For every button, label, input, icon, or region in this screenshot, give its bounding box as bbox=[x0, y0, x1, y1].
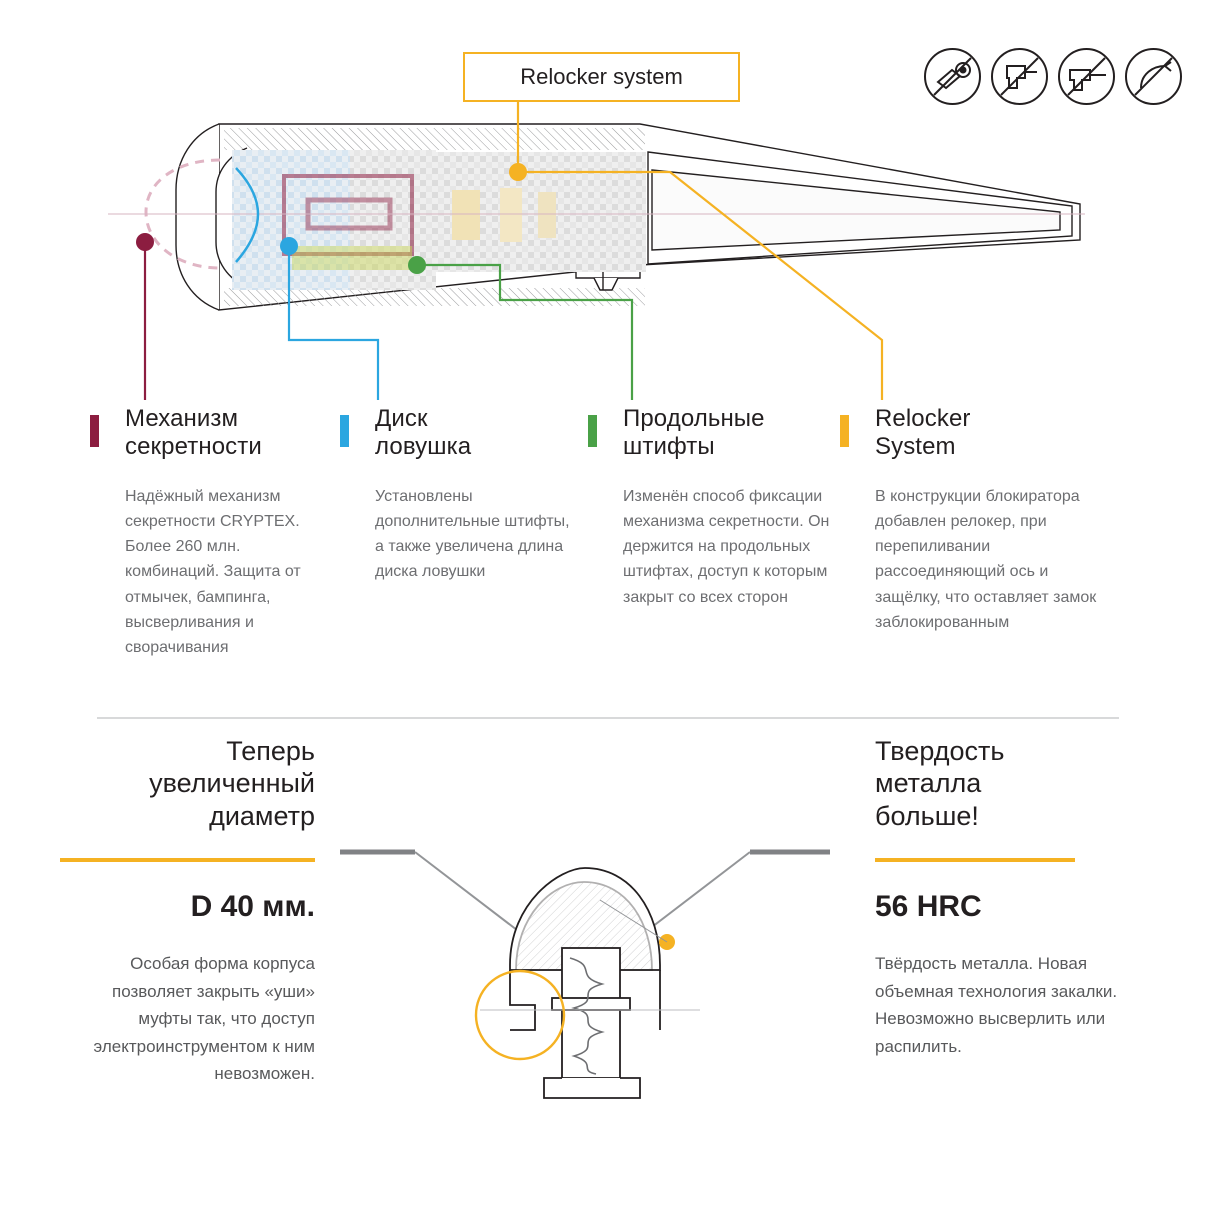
feature-text: Изменён способ фиксации механизма секретности. Он держится на продольных штифтах, доступ к которым закрыт со всех сторон bbox=[623, 487, 830, 606]
feature-trap-disc bbox=[340, 405, 570, 585]
feature-title-line2: System bbox=[875, 433, 956, 461]
diameter-title-line1: Теперь bbox=[226, 736, 315, 766]
section-divider bbox=[97, 717, 1119, 719]
no-angle-grinder-icon bbox=[924, 48, 981, 105]
feature-color-bar bbox=[588, 415, 597, 447]
feature-color-bar bbox=[340, 415, 349, 447]
diameter-block bbox=[60, 735, 315, 1088]
feature-title bbox=[588, 405, 833, 462]
feature-text: В конструкции блокиратора добавлен релокер, при перепиливании рассоединяющий ось и защёлку, что оставляет замок заблокированным bbox=[875, 487, 1097, 631]
feature-title-line2: штифты bbox=[623, 433, 715, 461]
feature-title-line2: секретности bbox=[125, 433, 262, 461]
diameter-rule bbox=[60, 858, 315, 862]
feature-text: Установлены дополнительные штифты, а также увеличена длина диска ловушки bbox=[375, 487, 570, 581]
feature-columns bbox=[0, 405, 1217, 705]
feature-color-bar bbox=[840, 415, 849, 447]
feature-title bbox=[340, 405, 570, 462]
knob-cutaway-illustration bbox=[330, 830, 870, 1130]
feature-longitudinal-pins bbox=[588, 405, 833, 610]
hardness-text: Твёрдость металла. Новая объемная технология закалки. Невозможно высверлить или распилить. bbox=[875, 954, 1118, 1056]
relocker-callout-label: Relocker system bbox=[520, 64, 683, 89]
hardness-block bbox=[875, 735, 1145, 1060]
hardness-rule bbox=[875, 858, 1075, 862]
diameter-title bbox=[60, 735, 315, 832]
feature-title bbox=[90, 405, 320, 462]
hardness-title-line3: больше! bbox=[875, 800, 979, 831]
lock-cutaway-diagram bbox=[0, 0, 1217, 410]
no-crowbar-icon bbox=[1125, 48, 1182, 105]
feature-title-line2: ловушка bbox=[375, 433, 472, 461]
feature-title-line1: Диск bbox=[375, 405, 428, 432]
diameter-title-line2: увеличенный bbox=[149, 768, 315, 799]
feature-title bbox=[840, 405, 1100, 462]
resistance-icon-row bbox=[924, 48, 1182, 105]
feature-secret-mechanism bbox=[90, 405, 320, 660]
feature-title-line1: Продольные bbox=[623, 405, 765, 432]
feature-title-line1: Механизм bbox=[125, 405, 239, 432]
feature-text: Надёжный механизм секретности CRYPTEX. Более 260 млн. комбинаций. Защита от отмычек, бампинга, высверливания и сворачивания bbox=[125, 487, 301, 657]
feature-relocker-system bbox=[840, 405, 1100, 635]
hardness-value: 56 HRC bbox=[875, 890, 982, 924]
diameter-text: Особая форма корпуса позволяет закрыть «уши» муфты так, что доступ электроинструментом к ним невозможен. bbox=[93, 954, 315, 1084]
diameter-value: D 40 мм. bbox=[190, 890, 315, 924]
relocker-callout-box bbox=[463, 52, 740, 102]
hardness-title-line2: металла bbox=[875, 768, 982, 799]
no-drill-icon bbox=[991, 48, 1048, 105]
hardness-title bbox=[875, 735, 1145, 832]
feature-title-line1: Relocker bbox=[875, 405, 971, 432]
diameter-title-line3: диаметр bbox=[209, 800, 315, 831]
feature-color-bar bbox=[90, 415, 99, 447]
no-hammer-drill-icon bbox=[1058, 48, 1115, 105]
hardness-title-line1: Твердость bbox=[875, 736, 1005, 766]
bottom-section bbox=[0, 735, 1217, 1155]
